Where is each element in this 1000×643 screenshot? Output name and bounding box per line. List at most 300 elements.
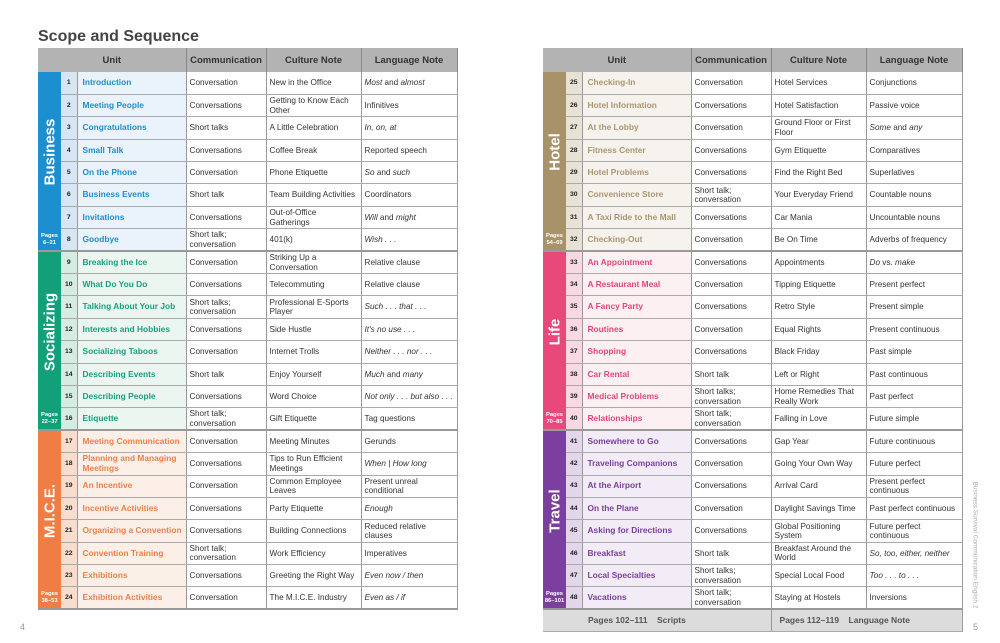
unit-number: 23	[61, 565, 77, 587]
unit-title: Business Events	[77, 184, 186, 206]
communication-cell: Conversations	[691, 251, 771, 273]
language-note-cell	[361, 318, 457, 340]
unit-title: Hotel Problems	[582, 162, 691, 184]
section-label: Hotel	[545, 133, 563, 171]
unit-title: A Restaurant Meal	[582, 274, 691, 296]
language-note-cell	[361, 251, 457, 273]
language-note-cell	[866, 430, 962, 452]
communication-cell: Conversation	[691, 117, 771, 139]
unit-title: Invitations	[77, 206, 186, 228]
communication-cell: Conversation	[186, 162, 266, 184]
unit-title: Breaking the Ice	[77, 251, 186, 273]
unit-number: 47	[566, 565, 582, 587]
communication-cell: Short talks; conversation	[186, 296, 266, 318]
unit-number: 48	[566, 587, 582, 609]
language-note-cell	[866, 206, 962, 228]
unit-title: Interests and Hobbies	[77, 318, 186, 340]
unit-row	[38, 565, 457, 587]
language-note-italic: So, too, either, neither	[869, 548, 950, 558]
page-number-left: 4	[20, 622, 26, 632]
culture-note-cell: Staying at Hostels	[771, 587, 866, 609]
language-note-cell	[866, 229, 962, 251]
language-note-text: Past continuous	[869, 369, 928, 379]
language-note-text: Reported speech	[364, 145, 427, 155]
unit-number: 24	[61, 587, 77, 609]
communication-cell: Conversations	[691, 94, 771, 116]
unit-row	[543, 520, 962, 542]
unit-title: Talking About Your Job	[77, 296, 186, 318]
communication-cell: Conversation	[691, 453, 771, 475]
language-note-italic: any	[909, 123, 923, 133]
unit-row	[543, 475, 962, 497]
unit-number: 17	[61, 430, 77, 452]
header-communication: Communication	[186, 48, 266, 72]
culture-note-cell: Ground Floor or First Floor	[771, 117, 866, 139]
language-note-italic: Most	[364, 78, 383, 88]
unit-row	[543, 587, 962, 609]
language-note-cell	[866, 565, 962, 587]
language-note-cell	[866, 520, 962, 542]
language-note-cell	[866, 542, 962, 564]
unit-title: Introduction	[77, 72, 186, 94]
unit-row	[38, 587, 457, 609]
pages-range: 54–69	[546, 240, 563, 247]
language-note-italic: Not only . . . but also . . .	[364, 391, 453, 401]
language-note-italic: In, on, at	[364, 123, 397, 133]
language-note-cell	[866, 117, 962, 139]
unit-number: 33	[566, 251, 582, 273]
language-note-cell	[866, 341, 962, 363]
culture-note-cell: Find the Right Bed	[771, 162, 866, 184]
unit-row	[38, 117, 457, 139]
unit-title: What Do You Do	[77, 274, 186, 296]
unit-title: Checking-Out	[582, 229, 691, 251]
footer-scripts-pages: Pages 102–111	[588, 614, 648, 625]
pages-label: Pages	[40, 591, 59, 598]
language-note-italic: Much	[364, 369, 385, 379]
language-note-text: and	[384, 369, 403, 379]
culture-note-cell: Party Etiquette	[266, 497, 361, 519]
culture-note-cell: Greeting the Right Way	[266, 565, 361, 587]
unit-title: Fitness Center	[582, 139, 691, 161]
unit-row	[38, 251, 457, 273]
unit-number: 44	[566, 497, 582, 519]
unit-title: Describing Events	[77, 363, 186, 385]
unit-title: Exhibitions	[77, 565, 186, 587]
footer-language-note	[771, 609, 962, 631]
unit-title: At the Lobby	[582, 117, 691, 139]
section-pages	[543, 591, 566, 605]
culture-note-cell: New in the Office	[266, 72, 361, 94]
unit-row	[543, 206, 962, 228]
unit-row	[38, 94, 457, 116]
culture-note-cell: Falling in Love	[771, 408, 866, 430]
language-note-text: Conjunctions	[869, 78, 917, 88]
communication-cell: Conversations	[186, 565, 266, 587]
unit-title: Shopping	[582, 341, 691, 363]
scope-table-left	[38, 48, 458, 610]
communication-cell: Short talk; conversation	[186, 229, 266, 251]
unit-number: 28	[566, 139, 582, 161]
communication-cell: Conversations	[691, 296, 771, 318]
unit-number: 41	[566, 430, 582, 452]
unit-row	[38, 453, 457, 475]
communication-cell: Conversations	[186, 318, 266, 340]
unit-row	[543, 117, 962, 139]
section-pages	[543, 233, 566, 247]
communication-cell: Conversation	[186, 251, 266, 273]
book-title-vertical: Business Survival Communication English 2	[971, 481, 979, 609]
communication-cell: Conversations	[186, 206, 266, 228]
unit-title: Somewhere to Go	[582, 430, 691, 452]
pages-label: Pages	[40, 412, 59, 419]
language-note-cell	[361, 408, 457, 430]
pages-label: Pages	[40, 233, 59, 240]
language-note-text: Passive voice	[869, 100, 920, 110]
header-communication: Communication	[691, 48, 771, 72]
communication-cell: Conversation	[186, 475, 266, 497]
unit-number: 15	[61, 385, 77, 407]
pages-label: Pages	[545, 412, 564, 419]
language-note-italic: Too . . . to . . .	[869, 571, 920, 581]
unit-row	[38, 430, 457, 452]
unit-title: Planning and Managing Meetings	[77, 453, 186, 475]
language-note-cell	[866, 385, 962, 407]
language-note-cell	[361, 229, 457, 251]
language-note-cell	[361, 453, 457, 475]
unit-number: 1	[61, 72, 77, 94]
language-note-text: Infinitives	[364, 100, 399, 110]
language-note-cell	[361, 497, 457, 519]
section-pages	[543, 412, 566, 426]
culture-note-cell: Hotel Satisfaction	[771, 94, 866, 116]
language-note-cell	[866, 453, 962, 475]
language-note-text: and	[374, 168, 393, 177]
culture-note-cell: Going Your Own Way	[771, 453, 866, 475]
communication-cell: Conversation	[691, 72, 771, 94]
communication-cell: Conversations	[691, 341, 771, 363]
culture-note-cell: Gap Year	[771, 430, 866, 452]
communication-cell: Conversations	[186, 274, 266, 296]
communication-cell: Conversations	[186, 94, 266, 116]
language-note-cell	[361, 341, 457, 363]
culture-note-cell: Be On Time	[771, 229, 866, 251]
unit-row	[38, 385, 457, 407]
unit-number: 29	[566, 162, 582, 184]
unit-title: Routines	[582, 318, 691, 340]
unit-row	[543, 341, 962, 363]
section-label: Life	[545, 318, 563, 346]
unit-title: Organizing a Convention	[77, 520, 186, 542]
culture-note-cell: Black Friday	[771, 341, 866, 363]
unit-number: 3	[61, 117, 77, 139]
communication-cell: Short talk	[691, 542, 771, 564]
communication-cell: Short talk; conversation	[691, 408, 771, 430]
language-note-italic: So	[364, 168, 375, 177]
language-note-cell	[361, 565, 457, 587]
communication-cell: Short talk; conversation	[691, 587, 771, 609]
unit-title: At the Airport	[582, 475, 691, 497]
unit-title: Socializing Taboos	[77, 341, 186, 363]
culture-note-cell: Your Everyday Friend	[771, 184, 866, 206]
communication-cell: Conversations	[186, 139, 266, 161]
page-number-right: 5	[973, 622, 979, 632]
unit-number: 32	[566, 229, 582, 251]
unit-number: 31	[566, 206, 582, 228]
culture-note-cell: Enjoy Yourself	[266, 363, 361, 385]
unit-title: Asking for Directions	[582, 520, 691, 542]
communication-cell: Conversations	[691, 475, 771, 497]
unit-number: 13	[61, 341, 77, 363]
language-note-text: Future continuous	[869, 436, 936, 446]
unit-number: 2	[61, 94, 77, 116]
communication-cell: Conversations	[186, 453, 266, 475]
culture-note-cell: Tips to Run Efficient Meetings	[266, 453, 361, 475]
language-note-cell	[361, 139, 457, 161]
section-tab	[38, 251, 61, 430]
header-language: Language Note	[866, 48, 962, 72]
language-note-cell	[361, 475, 457, 497]
language-note-italic: Even as / if	[364, 593, 406, 603]
communication-cell: Conversation	[186, 430, 266, 452]
communication-cell: Short talks; conversation	[691, 565, 771, 587]
language-note-italic: many	[402, 369, 423, 379]
header-language: Language Note	[361, 48, 457, 72]
culture-note-cell: Striking Up a Conversation	[266, 251, 361, 273]
unit-row	[543, 296, 962, 318]
unit-row	[543, 229, 962, 251]
unit-row	[543, 318, 962, 340]
unit-number: 22	[61, 542, 77, 564]
unit-title: An Incentive	[77, 475, 186, 497]
culture-note-cell: Left or Right	[771, 363, 866, 385]
section-tab	[38, 72, 61, 251]
language-note-text: Present perfect continuous	[869, 476, 926, 496]
language-note-italic: Enough	[364, 503, 393, 513]
language-note-text: Uncountable nouns	[869, 212, 941, 222]
language-note-cell	[866, 184, 962, 206]
language-note-text: vs.	[880, 257, 896, 267]
section-tab	[543, 430, 566, 609]
culture-note-cell: The M.I.C.E. Industry	[266, 587, 361, 609]
language-note-text: Present unreal conditional	[364, 476, 418, 496]
language-note-cell	[361, 274, 457, 296]
language-note-cell	[866, 318, 962, 340]
unit-row	[38, 363, 457, 385]
language-note-cell	[361, 206, 457, 228]
culture-note-cell: Retro Style	[771, 296, 866, 318]
communication-cell: Conversation	[186, 341, 266, 363]
header-row	[543, 48, 962, 72]
unit-number: 18	[61, 453, 77, 475]
unit-title: Exhibition Activities	[77, 587, 186, 609]
header-culture: Culture Note	[266, 48, 361, 72]
communication-cell: Conversations	[691, 162, 771, 184]
culture-note-cell: Breakfast Around the World	[771, 542, 866, 564]
language-note-cell	[866, 72, 962, 94]
unit-number: 26	[566, 94, 582, 116]
language-note-text: and	[382, 78, 401, 88]
language-note-italic: Neither . . . nor . . .	[364, 347, 433, 357]
unit-title: Traveling Companions	[582, 453, 691, 475]
pages-range: 70–85	[546, 419, 563, 426]
section-label: M.I.C.E.	[40, 483, 58, 539]
unit-title: Etiquette	[77, 408, 186, 430]
unit-title: Meeting Communication	[77, 430, 186, 452]
culture-note-cell: Side Hustle	[266, 318, 361, 340]
unit-number: 7	[61, 206, 77, 228]
language-note-text: Imperatives	[364, 548, 407, 558]
language-note-cell	[866, 94, 962, 116]
pages-range: 6–21	[43, 240, 56, 247]
unit-row	[38, 274, 457, 296]
language-note-text: Past perfect	[869, 391, 914, 401]
unit-row	[38, 318, 457, 340]
unit-row	[38, 229, 457, 251]
unit-number: 8	[61, 229, 77, 251]
culture-note-cell: Hotel Services	[771, 72, 866, 94]
language-note-cell	[361, 296, 457, 318]
unit-number: 19	[61, 475, 77, 497]
unit-row	[543, 162, 962, 184]
header-unit: Unit	[543, 48, 691, 72]
language-note-cell	[361, 363, 457, 385]
unit-row	[543, 565, 962, 587]
language-note-text: Present continuous	[869, 324, 940, 334]
unit-number: 39	[566, 385, 582, 407]
language-note-italic: Even now / then	[364, 571, 424, 581]
unit-number: 9	[61, 251, 77, 273]
unit-number: 43	[566, 475, 582, 497]
language-note-cell	[361, 385, 457, 407]
unit-title: Incentive Activities	[77, 497, 186, 519]
culture-note-cell: Out-of-Office Gatherings	[266, 206, 361, 228]
unit-row	[543, 430, 962, 452]
culture-note-cell: Global Positioning System	[771, 520, 866, 542]
language-note-cell	[361, 430, 457, 452]
unit-title: Breakfast	[582, 542, 691, 564]
header-culture: Culture Note	[771, 48, 866, 72]
unit-title: Meeting People	[77, 94, 186, 116]
unit-title: Vacations	[582, 587, 691, 609]
language-note-italic: make	[895, 257, 916, 267]
pages-label: Pages	[545, 233, 564, 240]
unit-title: Car Rental	[582, 363, 691, 385]
language-note-cell	[361, 94, 457, 116]
section-label: Travel	[545, 489, 563, 533]
culture-note-cell: Home Remedies That Really Work	[771, 385, 866, 407]
unit-row	[543, 385, 962, 407]
unit-row	[38, 296, 457, 318]
language-note-text: Superlatives	[869, 168, 915, 177]
language-note-text: Gerunds	[364, 436, 396, 446]
culture-note-cell: Car Mania	[771, 206, 866, 228]
section-pages	[38, 412, 61, 426]
culture-note-cell: Phone Etiquette	[266, 162, 361, 184]
communication-cell: Short talk	[691, 363, 771, 385]
unit-number: 42	[566, 453, 582, 475]
unit-number: 11	[61, 296, 77, 318]
language-note-text: Past perfect continuous	[869, 503, 956, 513]
header-row	[38, 48, 457, 72]
language-note-cell	[866, 408, 962, 430]
culture-note-cell: Tipping Etiquette	[771, 274, 866, 296]
unit-number: 35	[566, 296, 582, 318]
unit-row	[543, 184, 962, 206]
culture-note-cell: Daylight Savings Time	[771, 497, 866, 519]
unit-title: Describing People	[77, 385, 186, 407]
culture-note-cell: Appointments	[771, 251, 866, 273]
communication-cell: Conversation	[691, 229, 771, 251]
unit-row	[38, 72, 457, 94]
unit-row	[543, 72, 962, 94]
culture-note-cell: A Little Celebration	[266, 117, 361, 139]
unit-row	[543, 453, 962, 475]
unit-row	[38, 520, 457, 542]
communication-cell: Short talk	[186, 363, 266, 385]
pages-range: 86–101	[544, 598, 565, 605]
language-note-text: Relative clause	[364, 257, 421, 267]
language-note-text: Future perfect	[869, 459, 921, 469]
communication-cell: Conversations	[691, 206, 771, 228]
unit-number: 36	[566, 318, 582, 340]
unit-title: A Fancy Party	[582, 296, 691, 318]
language-note-cell	[361, 117, 457, 139]
culture-note-cell: Gym Etiquette	[771, 139, 866, 161]
unit-number: 40	[566, 408, 582, 430]
unit-row	[543, 251, 962, 273]
culture-note-cell: 401(k)	[266, 229, 361, 251]
communication-cell: Conversation	[186, 587, 266, 609]
culture-note-cell: Building Connections	[266, 520, 361, 542]
language-note-cell	[866, 274, 962, 296]
language-note-cell	[866, 497, 962, 519]
culture-note-cell: Arrival Card	[771, 475, 866, 497]
scope-table-right	[543, 48, 963, 632]
unit-row	[543, 274, 962, 296]
language-note-italic: almost	[400, 78, 425, 88]
language-note-cell	[866, 139, 962, 161]
language-note-cell	[361, 72, 457, 94]
communication-cell: Conversations	[691, 520, 771, 542]
unit-title: Medical Problems	[582, 385, 691, 407]
communication-cell: Conversation	[691, 318, 771, 340]
footer-scripts-label: Scripts	[657, 614, 686, 625]
unit-row	[38, 341, 457, 363]
unit-number: 4	[61, 139, 77, 161]
language-note-italic: such	[392, 168, 411, 177]
section-pages	[38, 233, 61, 247]
unit-title: Small Talk	[77, 139, 186, 161]
section-label: Socializing	[40, 292, 58, 372]
unit-title: An Appointment	[582, 251, 691, 273]
unit-row	[38, 497, 457, 519]
unit-row	[543, 363, 962, 385]
footer-notes-pages: Pages 112–119	[779, 614, 840, 625]
language-note-italic: Do	[869, 257, 880, 267]
unit-number: 16	[61, 408, 77, 430]
pages-label: Pages	[545, 591, 564, 598]
communication-cell: Short talk; conversation	[691, 184, 771, 206]
language-note-text: Future simple	[869, 414, 920, 424]
communication-cell: Conversations	[691, 430, 771, 452]
pages-range: 38–53	[41, 598, 58, 605]
unit-title: Convenience Store	[582, 184, 691, 206]
language-note-cell	[361, 520, 457, 542]
communication-cell: Conversations	[691, 139, 771, 161]
communication-cell: Conversations	[186, 497, 266, 519]
language-note-text: and	[890, 123, 910, 133]
